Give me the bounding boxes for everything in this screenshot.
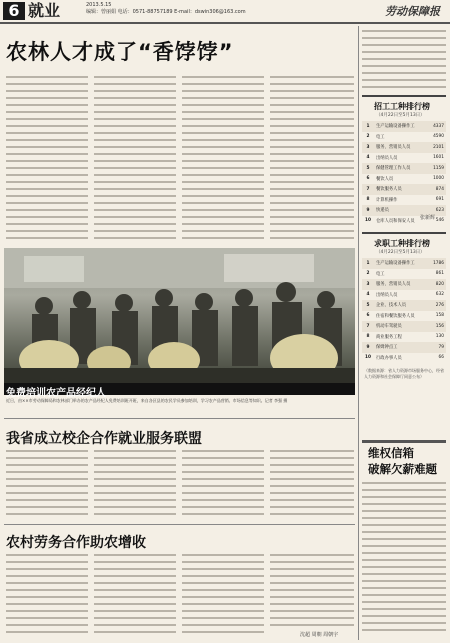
ranking-row bbox=[362, 269, 446, 280]
story3-column-1 bbox=[6, 554, 88, 638]
story3-headline: 农村劳务合作助农增收 bbox=[6, 535, 146, 551]
ranking-row bbox=[362, 279, 446, 290]
ranking-count: 2101 bbox=[433, 144, 444, 150]
ranking-count: 691 bbox=[435, 197, 444, 203]
ranking-rank: 1 bbox=[366, 260, 370, 266]
news-photo bbox=[4, 248, 355, 383]
story2-column-1 bbox=[6, 450, 88, 522]
ranking-row bbox=[362, 342, 446, 353]
top-story-column-2 bbox=[94, 76, 176, 244]
ranking-rank: 10 bbox=[365, 218, 371, 224]
sidebar-story-text bbox=[362, 482, 446, 638]
ranking-occupation: 电工 bbox=[376, 271, 385, 277]
ranking-occupation: 出纳员人员 bbox=[376, 155, 398, 161]
ranking-count: 156 bbox=[435, 323, 444, 329]
ranking-supply-table bbox=[362, 121, 446, 226]
ranking-count: 158 bbox=[435, 313, 444, 319]
ranking-row bbox=[362, 332, 446, 343]
section-divider-2 bbox=[4, 524, 355, 525]
ranking-occupation: 服务、营销员人员 bbox=[376, 145, 411, 151]
ranking-occupation: 行政办事人员 bbox=[376, 355, 402, 361]
ranking-rank: 8 bbox=[366, 197, 370, 203]
story2-column-2 bbox=[94, 450, 176, 522]
ranking-row bbox=[362, 300, 446, 311]
ranking-occupation: 保姆钟点工 bbox=[376, 345, 398, 351]
ranking-count: 130 bbox=[435, 334, 444, 340]
ranking-occupation: 住宿和餐饮服务人员 bbox=[376, 313, 415, 319]
photo-caption-text: 近日，由××市劳动保障局和农林部门举办的农产品经纪人免费培训班开班，来自各区县的农民学员参加培训，学习农产品营销、市场信息等知识。记者 李强 摄 bbox=[6, 398, 288, 403]
story2-column-3 bbox=[182, 450, 264, 522]
ranking-row bbox=[362, 321, 446, 332]
ranking-count: 79 bbox=[438, 344, 444, 350]
ranking-occupation: 快递员 bbox=[376, 208, 389, 214]
ranking-row bbox=[362, 174, 446, 185]
ranking-row bbox=[362, 153, 446, 164]
ranking-rank: 4 bbox=[366, 155, 370, 161]
ranking-demand-title: 求职工种排行榜 bbox=[374, 239, 430, 248]
page-number: 6 bbox=[3, 2, 25, 20]
sidebar-headline-line1: 维权信箱 bbox=[368, 446, 414, 460]
ranking-rank: 9 bbox=[366, 344, 370, 350]
issue-date: 2013.5.15 bbox=[86, 2, 112, 8]
page-header bbox=[0, 0, 450, 22]
ranking-rank: 7 bbox=[366, 186, 370, 192]
story2-column-4 bbox=[270, 450, 354, 522]
top-story-column-3 bbox=[182, 76, 264, 244]
ranking-count: 623 bbox=[435, 207, 444, 213]
ranking-rank: 4 bbox=[366, 292, 370, 298]
ranking-count: 4337 bbox=[433, 123, 444, 129]
ranking-count: 861 bbox=[435, 271, 444, 277]
ranking-occupation: 机动车驾驶员 bbox=[376, 324, 402, 330]
ranking-occupation: 商业服务工程 bbox=[376, 334, 402, 340]
right-column-text bbox=[362, 30, 446, 92]
ranking-demand-rule bbox=[362, 232, 446, 234]
photo-caption-title: 免费培训农产品经纪人 bbox=[6, 388, 106, 399]
story3-column-2 bbox=[94, 554, 176, 638]
story3-column-3 bbox=[182, 554, 264, 638]
top-story-column-4 bbox=[270, 76, 354, 244]
column-divider bbox=[358, 26, 359, 640]
ranking-count: 1786 bbox=[433, 260, 444, 266]
ranking-rank: 10 bbox=[365, 355, 371, 361]
ranking-count: 820 bbox=[435, 281, 444, 287]
ranking-rank: 2 bbox=[366, 271, 370, 277]
ranking-row bbox=[362, 290, 446, 301]
ranking-row bbox=[362, 132, 446, 143]
ranking-count: 632 bbox=[435, 292, 444, 298]
ranking-rank: 3 bbox=[366, 281, 370, 287]
ranking-count: 1601 bbox=[433, 155, 444, 161]
story3-byline: 沈超 周朝 周朝宇 bbox=[300, 632, 339, 638]
ranking-supply-rule bbox=[362, 95, 446, 97]
header-rule bbox=[0, 22, 450, 24]
ranking-occupation: 服务、营销员人员 bbox=[376, 282, 411, 288]
ranking-supply-title: 招工工种排行榜 bbox=[374, 102, 430, 111]
sidebar-story-headline bbox=[368, 445, 437, 477]
ranking-occupation: 餐饮服务人员 bbox=[376, 187, 402, 193]
ranking-count: 66 bbox=[438, 355, 444, 361]
ranking-rank: 3 bbox=[366, 144, 370, 150]
ranking-footnote: （数据来源：省人力资源市场服务中心，经省人力资源和社会保障厅同意公布） bbox=[364, 368, 444, 379]
section-title: 就业 bbox=[28, 1, 61, 20]
story2-headline: 我省成立校企合作就业服务联盟 bbox=[6, 431, 202, 447]
ranking-rank: 9 bbox=[366, 207, 370, 213]
ranking-row bbox=[362, 311, 446, 322]
ranking-row bbox=[362, 163, 446, 174]
top-story-column-1 bbox=[6, 76, 88, 244]
top-story-headline: 农林人才成了“香饽饽” bbox=[6, 40, 234, 64]
right-byline: 张新辉 bbox=[420, 215, 436, 221]
ranking-row bbox=[362, 195, 446, 206]
ranking-count: 1159 bbox=[433, 165, 444, 171]
ranking-count: 874 bbox=[435, 186, 444, 192]
ranking-rank: 5 bbox=[366, 302, 370, 308]
ranking-rank: 8 bbox=[366, 334, 370, 340]
ranking-occupation: 生产运输设备操作工 bbox=[376, 261, 415, 267]
section-divider bbox=[4, 418, 355, 419]
editor-contact: 编辑：曾丽娟 电话：0571-88757189 E-mail：dswin306@163.com bbox=[86, 9, 246, 15]
ranking-row bbox=[362, 258, 446, 269]
ranking-rank: 1 bbox=[366, 123, 370, 129]
ranking-supply-period: （4月22日至5月13日） bbox=[376, 113, 425, 118]
ranking-row bbox=[362, 353, 446, 364]
story3-column-4 bbox=[270, 554, 354, 630]
ranking-occupation: 电工 bbox=[376, 134, 385, 140]
ranking-occupation: 企业、技术人员 bbox=[376, 303, 407, 309]
ranking-occupation: 保健管理工作人员 bbox=[376, 166, 411, 172]
ranking-occupation: 餐饮人员 bbox=[376, 176, 394, 182]
ranking-row bbox=[362, 121, 446, 132]
ranking-rank: 5 bbox=[366, 165, 370, 171]
ranking-row bbox=[362, 142, 446, 153]
ranking-rank: 7 bbox=[366, 323, 370, 329]
ranking-demand-period: （4月22日至5月13日） bbox=[376, 250, 425, 255]
sidebar-headline-line2: 破解欠薪难题 bbox=[368, 462, 437, 476]
ranking-rank: 6 bbox=[366, 313, 370, 319]
ranking-demand-table bbox=[362, 258, 446, 363]
photo-illustration bbox=[4, 248, 355, 383]
ranking-occupation: 出纳员人员 bbox=[376, 292, 398, 298]
ranking-count: 546 bbox=[435, 218, 444, 224]
ranking-count: 1000 bbox=[433, 176, 444, 182]
ranking-rank: 2 bbox=[366, 134, 370, 140]
ranking-count: 4590 bbox=[433, 134, 444, 140]
ranking-count: 276 bbox=[435, 302, 444, 308]
ranking-row bbox=[362, 184, 446, 195]
ranking-occupation: 仓库人员和保安人员 bbox=[376, 218, 415, 224]
newspaper-masthead: 劳动保障报 bbox=[385, 5, 440, 18]
ranking-rank: 6 bbox=[366, 176, 370, 182]
ranking-occupation: 生产运输设备操作工 bbox=[376, 124, 415, 130]
ranking-occupation: 计算机操作 bbox=[376, 197, 398, 203]
